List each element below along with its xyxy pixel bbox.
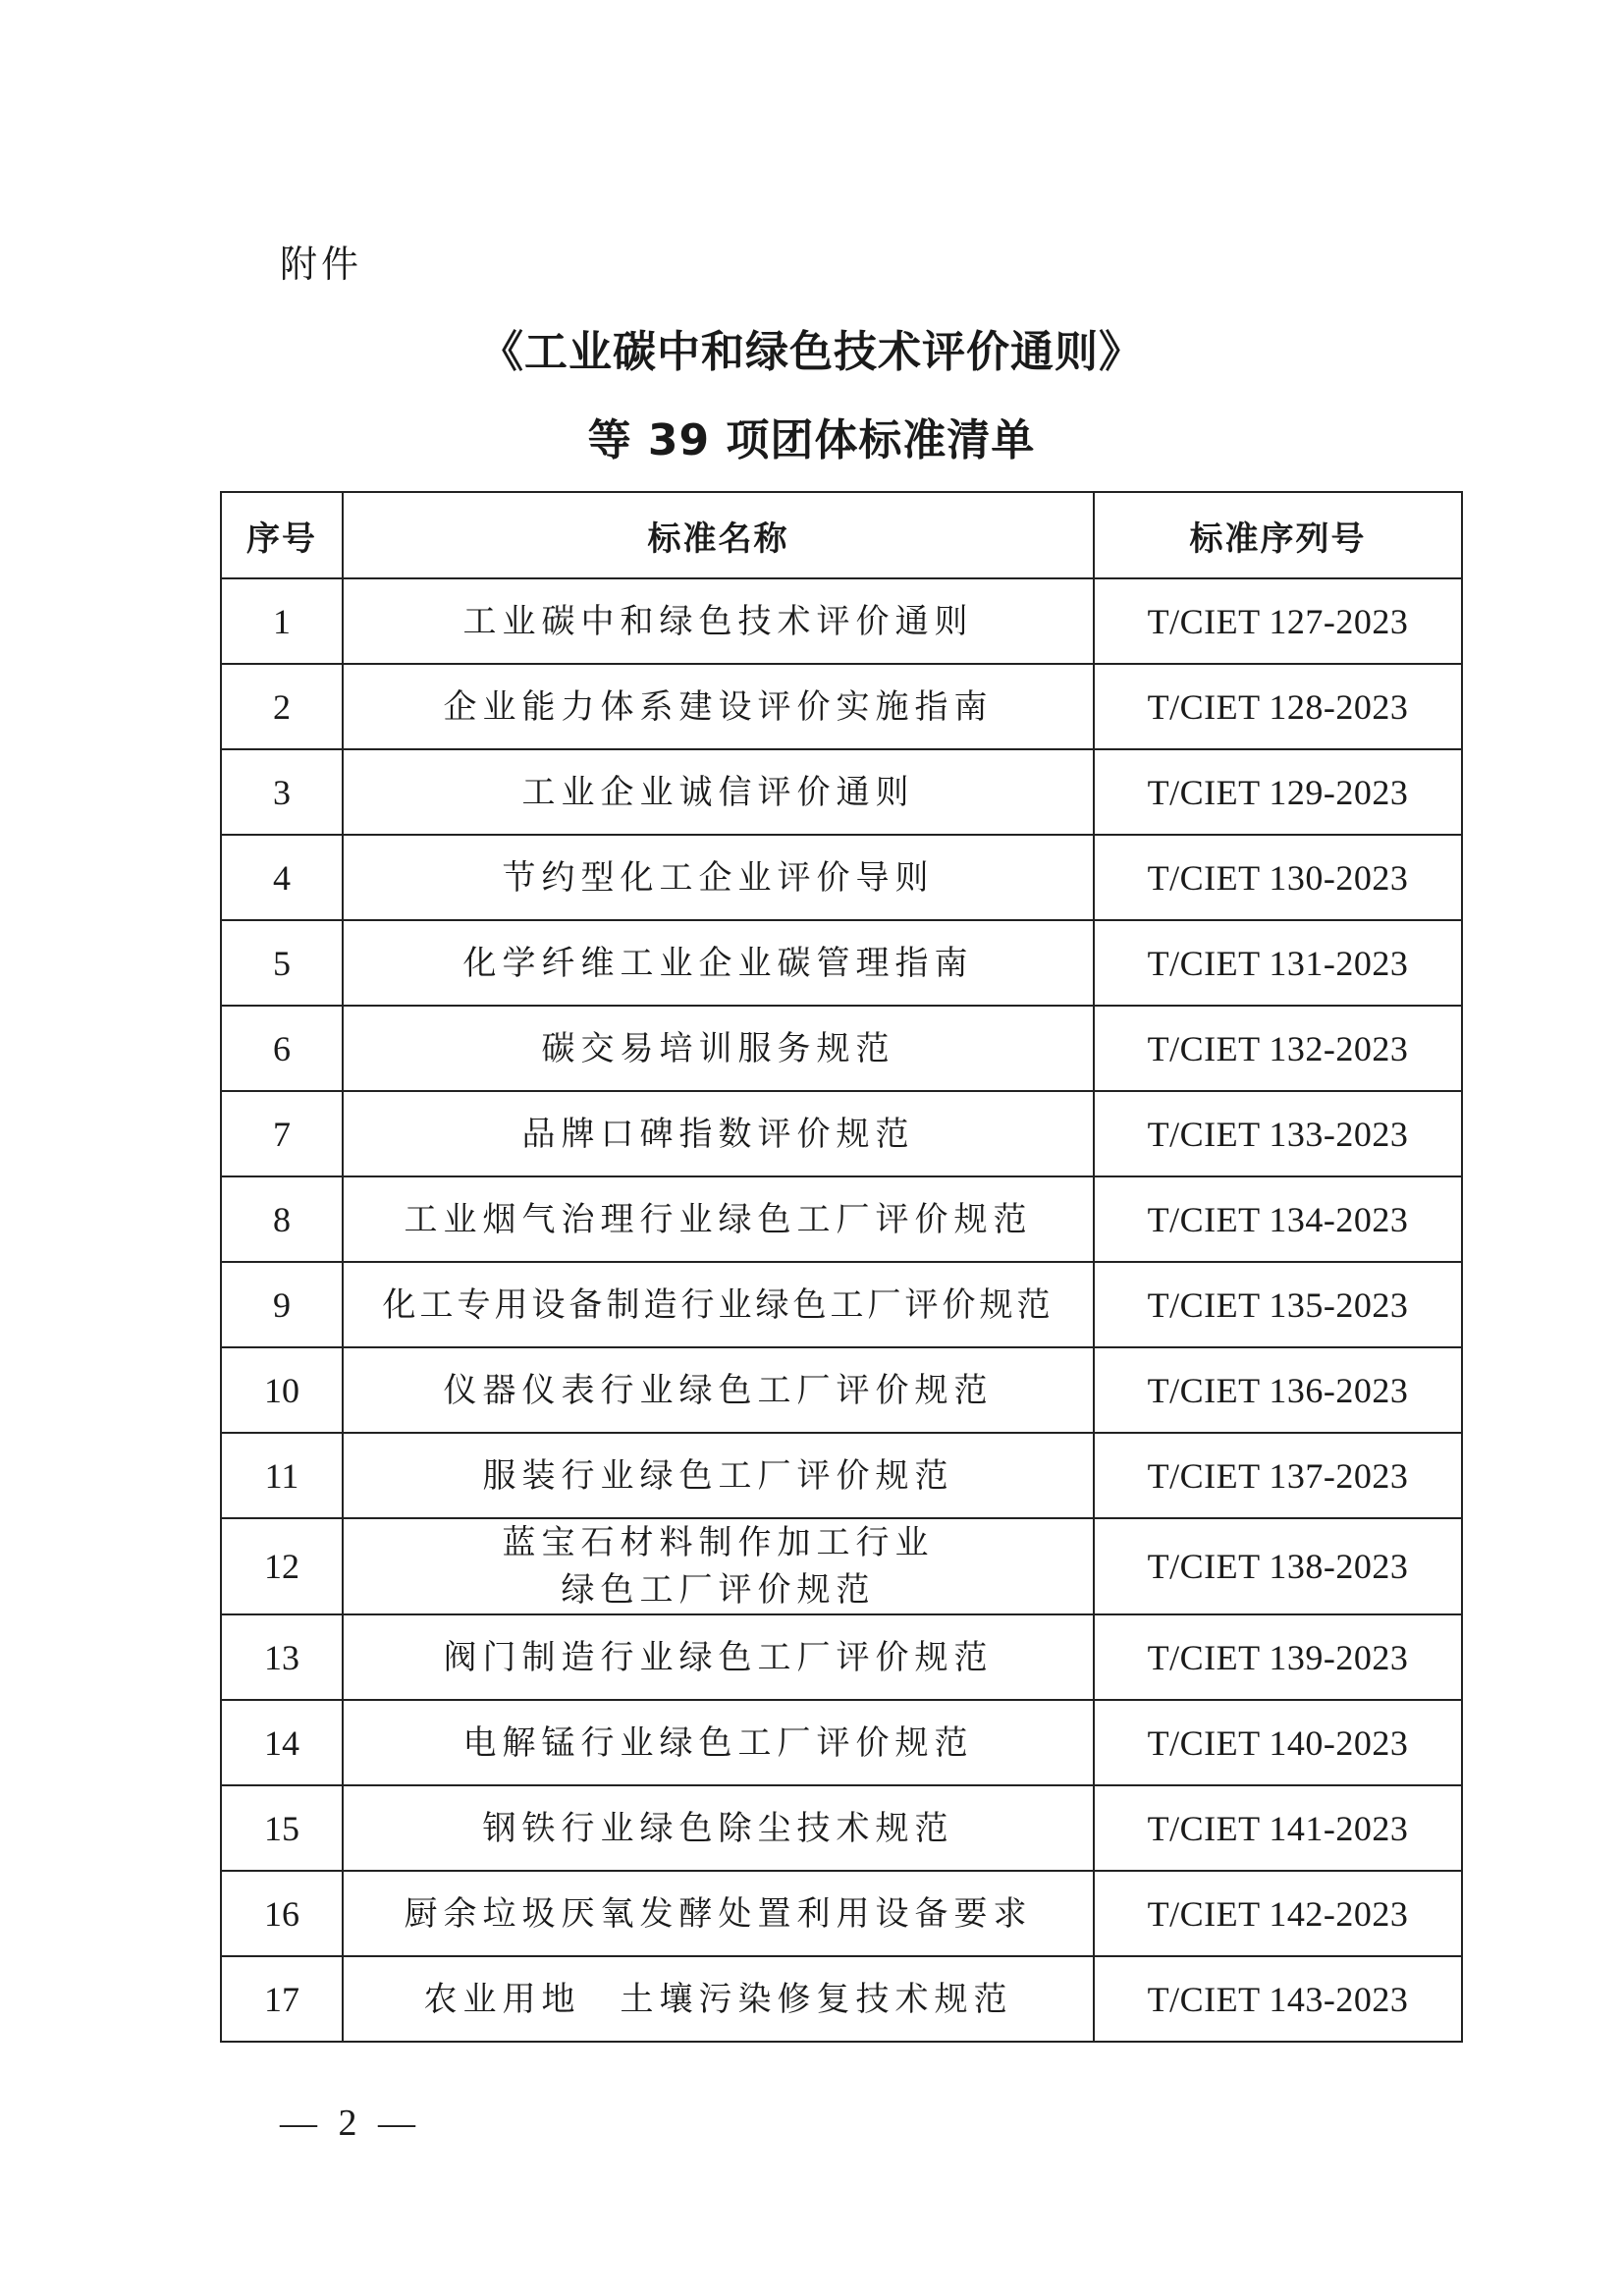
table-row (221, 1091, 1462, 1176)
row-standard-code: T/CIET 139-2023 (1094, 1614, 1462, 1700)
row-index: 3 (221, 749, 343, 835)
row-standard-name: 阀门制造行业绿色工厂评价规范 (343, 1614, 1094, 1700)
row-standard-name: 电解锰行业绿色工厂评价规范 (343, 1700, 1094, 1785)
table-row (221, 1871, 1462, 1956)
row-standard-name: 服装行业绿色工厂评价规范 (343, 1433, 1094, 1518)
table-row (221, 1518, 1462, 1614)
standards-table (220, 491, 1463, 2043)
row-index: 15 (221, 1785, 343, 1871)
row-standard-code: T/CIET 132-2023 (1094, 1006, 1462, 1091)
row-index: 11 (221, 1433, 343, 1518)
row-standard-code: T/CIET 137-2023 (1094, 1433, 1462, 1518)
table-row (221, 1176, 1462, 1262)
table-row (221, 835, 1462, 920)
row-index: 13 (221, 1614, 343, 1700)
row-standard-name: 碳交易培训服务规范 (343, 1006, 1094, 1091)
row-index: 12 (221, 1518, 343, 1614)
row-standard-code: T/CIET 131-2023 (1094, 920, 1462, 1006)
table-row (221, 1700, 1462, 1785)
row-standard-code: T/CIET 143-2023 (1094, 1956, 1462, 2042)
row-standard-code: T/CIET 129-2023 (1094, 749, 1462, 835)
table-header-row (221, 492, 1462, 578)
row-index: 4 (221, 835, 343, 920)
row-standard-name: 农业用地 土壤污染修复技术规范 (343, 1956, 1094, 2042)
row-index: 14 (221, 1700, 343, 1785)
table-row (221, 1006, 1462, 1091)
row-standard-name-line2: 绿色工厂评价规范 (561, 1570, 876, 1610)
row-standard-name: 仪器仪表行业绿色工厂评价规范 (343, 1347, 1094, 1433)
row-standard-name: 节约型化工企业评价导则 (343, 835, 1094, 920)
row-index: 1 (221, 578, 343, 664)
row-standard-code: T/CIET 130-2023 (1094, 835, 1462, 920)
row-standard-name: 工业碳中和绿色技术评价通则 (343, 578, 1094, 664)
table-row (221, 920, 1462, 1006)
row-index: 6 (221, 1006, 343, 1091)
document-title-line2: 等 39 项团体标准清单 (587, 415, 1036, 465)
row-standard-name-line1: 蓝宝石材料制作加工行业 (502, 1523, 935, 1562)
row-standard-code: T/CIET 142-2023 (1094, 1871, 1462, 1956)
row-standard-name: 工业烟气治理行业绿色工厂评价规范 (343, 1176, 1094, 1262)
row-standard-code: T/CIET 134-2023 (1094, 1176, 1462, 1262)
row-standard-code: T/CIET 133-2023 (1094, 1091, 1462, 1176)
table-row (221, 749, 1462, 835)
row-standard-code: T/CIET 127-2023 (1094, 578, 1462, 664)
row-standard-code: T/CIET 140-2023 (1094, 1700, 1462, 1785)
attachment-label: 附件 (280, 243, 363, 286)
row-index: 16 (221, 1871, 343, 1956)
row-index: 8 (221, 1176, 343, 1262)
row-standard-name: 钢铁行业绿色除尘技术规范 (343, 1785, 1094, 1871)
table-row (221, 1956, 1462, 2042)
row-index: 2 (221, 664, 343, 749)
row-standard-name: 工业企业诚信评价通则 (343, 749, 1094, 835)
header-code: 标准序列号 (1094, 492, 1462, 578)
row-index: 5 (221, 920, 343, 1006)
row-standard-name: 厨余垃圾厌氧发酵处置利用设备要求 (343, 1871, 1094, 1956)
table-row (221, 578, 1462, 664)
row-standard-code: T/CIET 138-2023 (1094, 1518, 1462, 1614)
table-row (221, 1614, 1462, 1700)
row-index: 17 (221, 1956, 343, 2042)
row-standard-name: 品牌口碑指数评价规范 (343, 1091, 1094, 1176)
row-standard-code: T/CIET 141-2023 (1094, 1785, 1462, 1871)
row-standard-name: 化工专用设备制造行业绿色工厂评价规范 (343, 1262, 1094, 1347)
row-index: 9 (221, 1262, 343, 1347)
row-standard-name (343, 1518, 1094, 1614)
document-title-line1: 《工业碳中和绿色技术评价通则》 (480, 327, 1143, 377)
table-row (221, 1262, 1462, 1347)
page-number: — 2 — (280, 2103, 421, 2144)
row-index: 7 (221, 1091, 343, 1176)
row-standard-name: 企业能力体系建设评价实施指南 (343, 664, 1094, 749)
table-row (221, 664, 1462, 749)
table-row (221, 1433, 1462, 1518)
table-row (221, 1785, 1462, 1871)
row-standard-code: T/CIET 128-2023 (1094, 664, 1462, 749)
row-standard-name: 化学纤维工业企业碳管理指南 (343, 920, 1094, 1006)
row-standard-code: T/CIET 135-2023 (1094, 1262, 1462, 1347)
row-index: 10 (221, 1347, 343, 1433)
header-name: 标准名称 (343, 492, 1094, 578)
table-row (221, 1347, 1462, 1433)
row-standard-code: T/CIET 136-2023 (1094, 1347, 1462, 1433)
header-index: 序号 (221, 492, 343, 578)
